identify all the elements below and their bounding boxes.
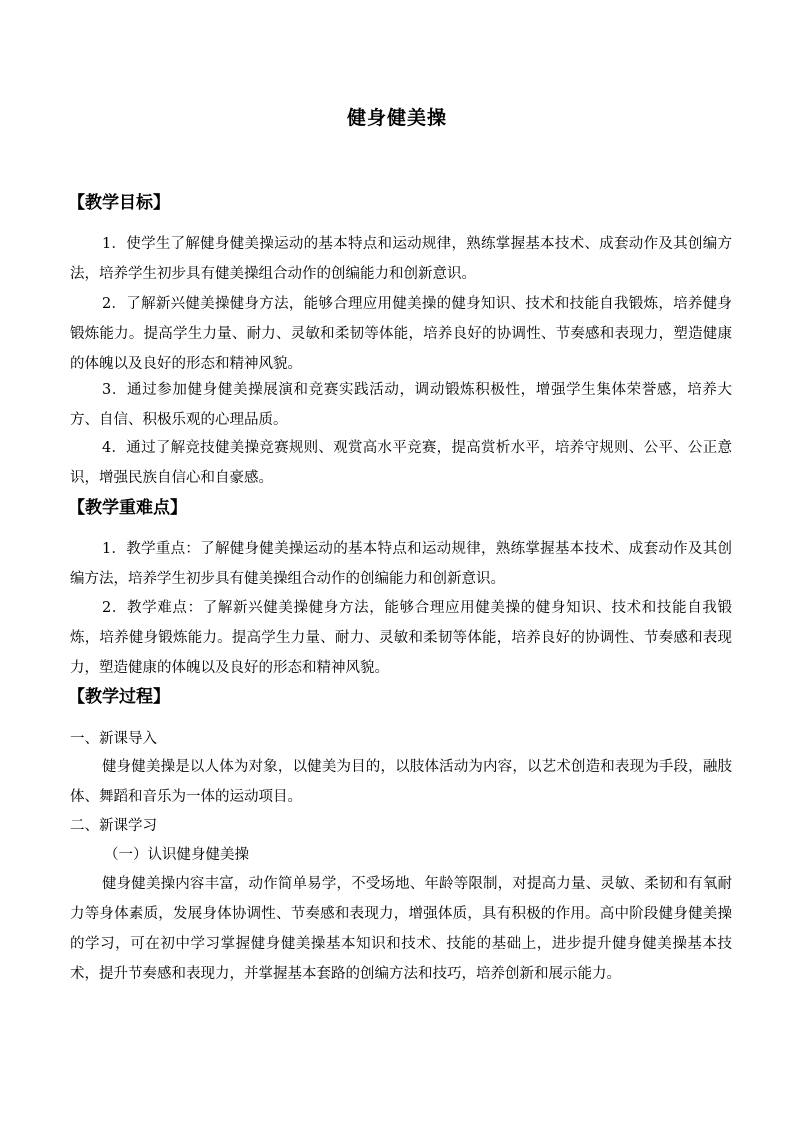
process-part2-title: 二、新课学习 xyxy=(70,818,157,834)
process-part2-subtitle: （一）认识健身健美操 xyxy=(104,847,249,863)
process-part1-text: 健身健美操是以人体为对象，以健美为目的，以肢体活动为内容，以艺术创造和表现为手段，融肢体、舞蹈和音乐为一体的运动项目。 xyxy=(70,759,732,805)
goal-item-4: 4．通过了解竞技健美操竞赛规则、观赏高水平竞赛，提高赏析水平，培养守规则、公平、公正意识，增强民族自信心和自豪感。 xyxy=(70,440,732,486)
goal-item-3: 3．通过参加健身健美操展演和竞赛实践活动，调动锻炼积极性，增强学生集体荣誉感，培养大方、自信、积极乐观的心理品质。 xyxy=(70,382,732,428)
key-point-item-2: 2．教学难点：了解新兴健美操健身方法，能够合理应用健美操的健身知识、技术和技能自我锻炼，培养健身锻炼能力。提高学生力量、耐力、灵敏和柔韧等体能，培养良好的协调性、节奏感和表现力，塑造健康的体魄以及良好的形态和精神风貌。 xyxy=(70,600,732,676)
process-part1-title: 一、新课导入 xyxy=(70,731,157,747)
goal-item-1: 1．使学生了解健身健美操运动的基本特点和运动规律，熟练掌握基本技术、成套动作及其创编方法，培养学生初步具有健美操组合动作的创编能力和创新意识。 xyxy=(70,236,732,282)
key-point-item-1: 1．教学重点：了解健身健美操运动的基本特点和运动规律，熟练掌握基本技术、成套动作及其创编方法，培养学生初步具有健美操组合动作的创编能力和创新意识。 xyxy=(70,541,732,587)
goal-item-2: 2．了解新兴健美操健身方法，能够合理应用健美操的健身知识、技术和技能自我锻炼，培养健身锻炼能力。提高学生力量、耐力、灵敏和柔韧等体能，培养良好的协调性、节奏感和表现力，塑造健康的体魄以及良好的形态和精神风貌。 xyxy=(70,296,732,372)
process-part2-text: 健身健美操内容丰富，动作简单易学，不受场地、年龄等限制，对提高力量、灵敏、柔韧和有氧耐力等身体素质，发展身体协调性、节奏感和表现力，增强体质，具有积极的作用。高中阶段健身健美操的学习，可在初中学习掌握健身健美操基本知识和技术、技能的基础上，进步提升健身健美操基本技术，提升节奏感和表现力，并掌握基本套路的创编方法和技巧，培养创新和展示能力。 xyxy=(70,876,732,982)
section-heading-key-points: 【教学重难点】 xyxy=(68,498,187,518)
section-heading-process: 【教学过程】 xyxy=(68,687,170,707)
section-heading-goals: 【教学目标】 xyxy=(68,193,170,213)
page-title: 健身健美操 xyxy=(346,107,447,129)
